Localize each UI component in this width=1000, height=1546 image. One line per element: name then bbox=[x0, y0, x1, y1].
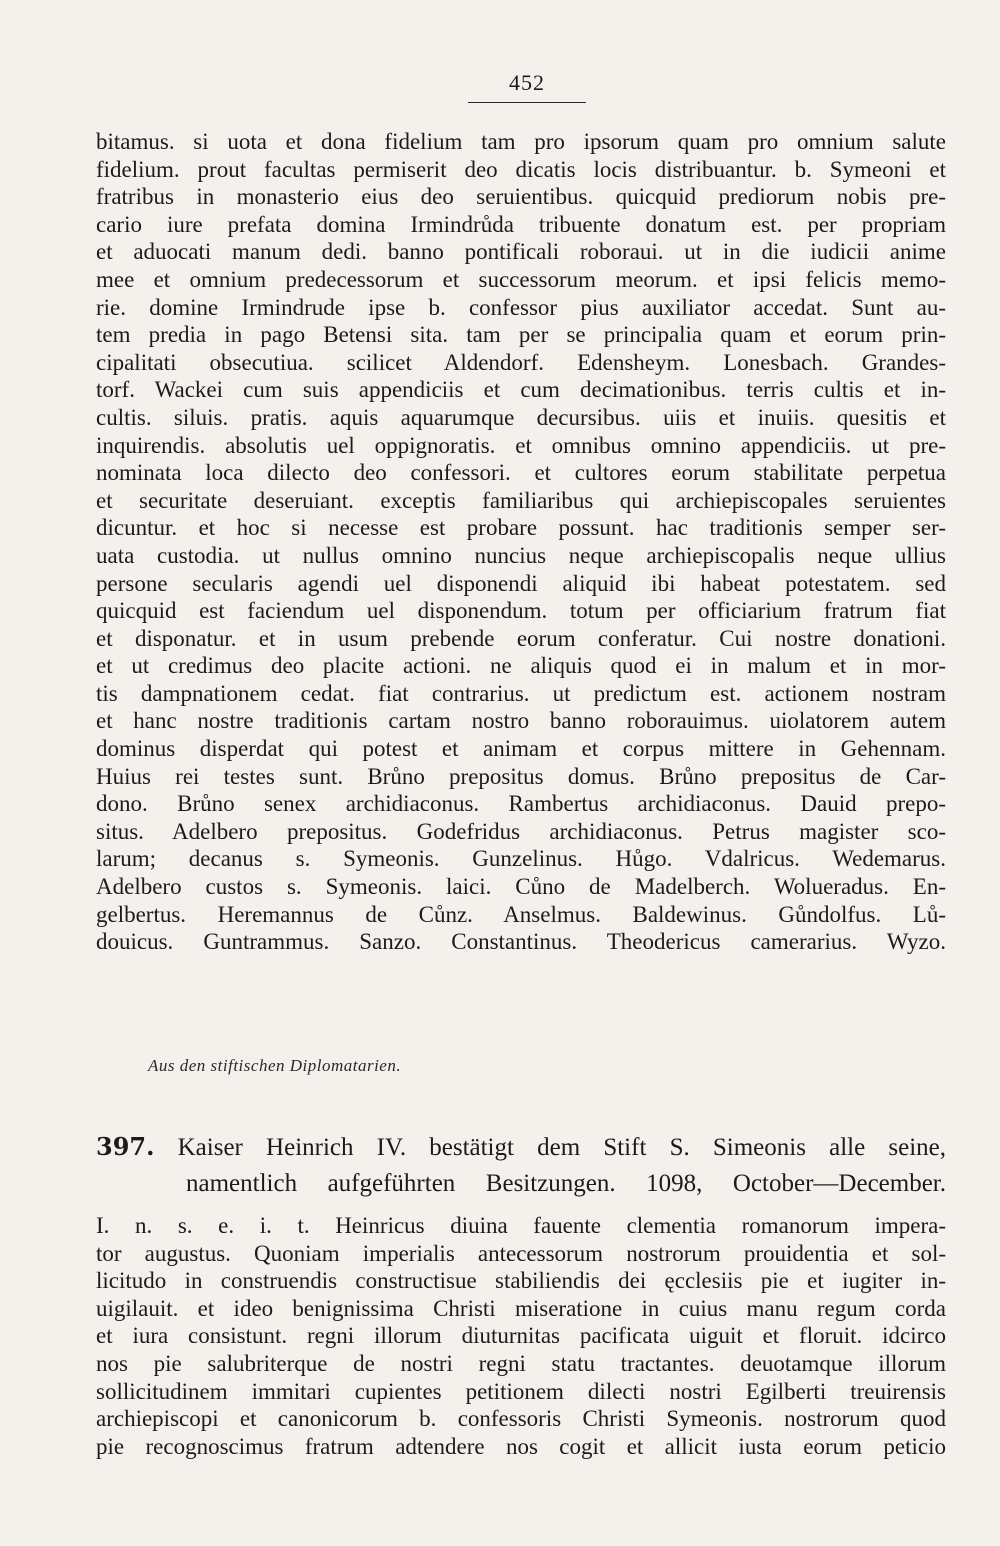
charter-text-line: tor augustus. Quoniam imperialis antecessorum nostrorum prouidentia et sol- bbox=[96, 1240, 946, 1266]
body-text-line: quicquid est faciendum uel disponendum. totum per officiarium fratrum fiat bbox=[96, 598, 946, 624]
body-text-line: rie. domine Irmindrude ipse b. confessor pius auxiliator accedat. Sunt au- bbox=[96, 294, 946, 320]
body-text-line: et hanc nostre traditionis cartam nostro banno roborauimus. uiolatorem autem bbox=[96, 708, 946, 734]
body-text-line: situs. Adelbero prepositus. Godefridus archidiaconus. Petrus magister sco- bbox=[96, 818, 946, 844]
charter-text-line: licitudo in construendis constructisue stabiliendis dei ęcclesiis pie et iugiter in- bbox=[96, 1268, 946, 1294]
body-text-line: torf. Wackei cum suis appendiciis et cum decimationibus. terris cultis et in- bbox=[96, 377, 946, 403]
charter-text-line: et iura consistunt. regni illorum diuturnitas pacificata uiguit et floruit. idcirco bbox=[96, 1323, 946, 1349]
body-text-line: dono. Brůno senex archidiaconus. Rambertus archidiaconus. Dauid prepo- bbox=[96, 791, 946, 817]
body-text-line: mee et omnium predecessorum et successorum meorum. et ipsi felicis memo- bbox=[96, 266, 946, 292]
body-text-line: Adelbero custos s. Symeonis. laici. Cůno de Madelberch. Wolueradus. En- bbox=[96, 874, 946, 900]
body-text-line: bitamus. si uota et dona fidelium tam pro ipsorum quam pro omnium salute bbox=[96, 129, 946, 154]
charter-text-line: archiepiscopi et canonicorum b. confessoris Christi Symeonis. nostrorum quod bbox=[96, 1406, 946, 1432]
heading-line-1 bbox=[96, 1128, 946, 1165]
charter-text bbox=[96, 1212, 946, 1460]
page-number: 452 bbox=[468, 70, 586, 103]
heading-title-line-1: Kaiser Heinrich IV. bestätigt dem Stift S. Simeonis alle seine, bbox=[177, 1134, 946, 1161]
charter-text-line: uigilauit. et ideo benignissima Christi miseratione in cuius manu regum corda bbox=[96, 1295, 946, 1321]
body-text-line: dicuntur. et hoc si necesse est probare possunt. hac traditionis semper ser- bbox=[96, 515, 946, 541]
charter-text-line: I. n. s. e. i. t. Heinricus diuina fauente clementia romanorum impera- bbox=[96, 1213, 946, 1238]
source-note: Aus den stiftischen Diplomatarien. bbox=[148, 1056, 402, 1075]
body-text-line: Huius rei testes sunt. Brůno prepositus domus. Brůno prepositus de Car- bbox=[96, 763, 946, 789]
document-heading bbox=[96, 1128, 946, 1202]
body-text-line: uata custodia. ut nullus omnino nuncius neque archiepiscopalis neque ullius bbox=[96, 542, 946, 568]
body-text-line: inquirendis. absolutis uel oppignoratis. et omnibus omnino appendiciis. ut pre- bbox=[96, 432, 946, 458]
body-text-line: douicus. Guntrammus. Sanzo. Constantinus. Theodericus camerarius. Wyzo. bbox=[96, 929, 946, 955]
body-text-line: nominata loca dilecto deo confessori. et cultores eorum stabilitate perpetua bbox=[96, 460, 946, 486]
body-text-line: et aduocati manum dedi. banno pontificali roboraui. ut in die iudicii anime bbox=[96, 239, 946, 265]
body-text-line: cultis. siluis. pratis. aquis aquarumque decursibus. uiis et inuiis. quesitis et bbox=[96, 404, 946, 430]
body-text-line: dominus disperdat qui potest et animam et corpus mittere in Gehennam. bbox=[96, 736, 946, 762]
charter-text-line: nos pie salubriterque de nostri regni statu tractantes. deuotamque illorum bbox=[96, 1350, 946, 1376]
body-text-line: cipalitati obsecutiua. scilicet Aldendorf. Edensheym. Lonesbach. Grandes- bbox=[96, 349, 946, 375]
body-text-line: larum; decanus s. Symeonis. Gunzelinus. Hůgo. Vdalricus. Wedemarus. bbox=[96, 846, 946, 872]
heading-line-2: namentlich aufgeführten Besitzungen. 1098, October—December. bbox=[186, 1170, 946, 1197]
body-text-line: fidelium. prout facultas permiserit deo dicatis locis distribuantur. b. Symeoni et bbox=[96, 156, 946, 182]
body-text-line: persone secularis agendi uel disponendi aliquid ibi habeat potestatem. sed bbox=[96, 570, 946, 596]
body-text-line: et ut credimus deo placite actioni. ne aliquis quod ei in malum et in mor- bbox=[96, 653, 946, 679]
body-text-line: et securitate deseruiant. exceptis familiaribus qui archiepiscopales seruientes bbox=[96, 487, 946, 513]
body-text-line: gelbertus. Heremannus de Cůnz. Anselmus. Baldewinus. Gůndolfus. Lů- bbox=[96, 901, 946, 927]
body-text-line: et disponatur. et in usum prebende eorum conferatur. Cui nostre donationi. bbox=[96, 625, 946, 651]
body-text-line: fratribus in monasterio eius deo seruientibus. quicquid prediorum nobis pre- bbox=[96, 184, 946, 210]
charter-continuation-text bbox=[96, 128, 946, 956]
body-text-line: cario iure prefata domina Irmindrůda tribuente donatum est. per propriam bbox=[96, 211, 946, 237]
charter-text-line: sollicitudinem immitari cupientes petitionem dilecti nostri Egilberti treuirensis bbox=[96, 1378, 946, 1404]
document-number: 397. bbox=[96, 1132, 155, 1161]
body-text-line: tis dampnationem cedat. fiat contrarius. ut predictum est. actionem nostram bbox=[96, 680, 946, 706]
charter-text-line: pie recognoscimus fratrum adtendere nos cogit et allicit iusta eorum peticio bbox=[96, 1433, 946, 1459]
body-text-line: tem predia in pago Betensi sita. tam per se principalia quam et eorum prin- bbox=[96, 322, 946, 348]
